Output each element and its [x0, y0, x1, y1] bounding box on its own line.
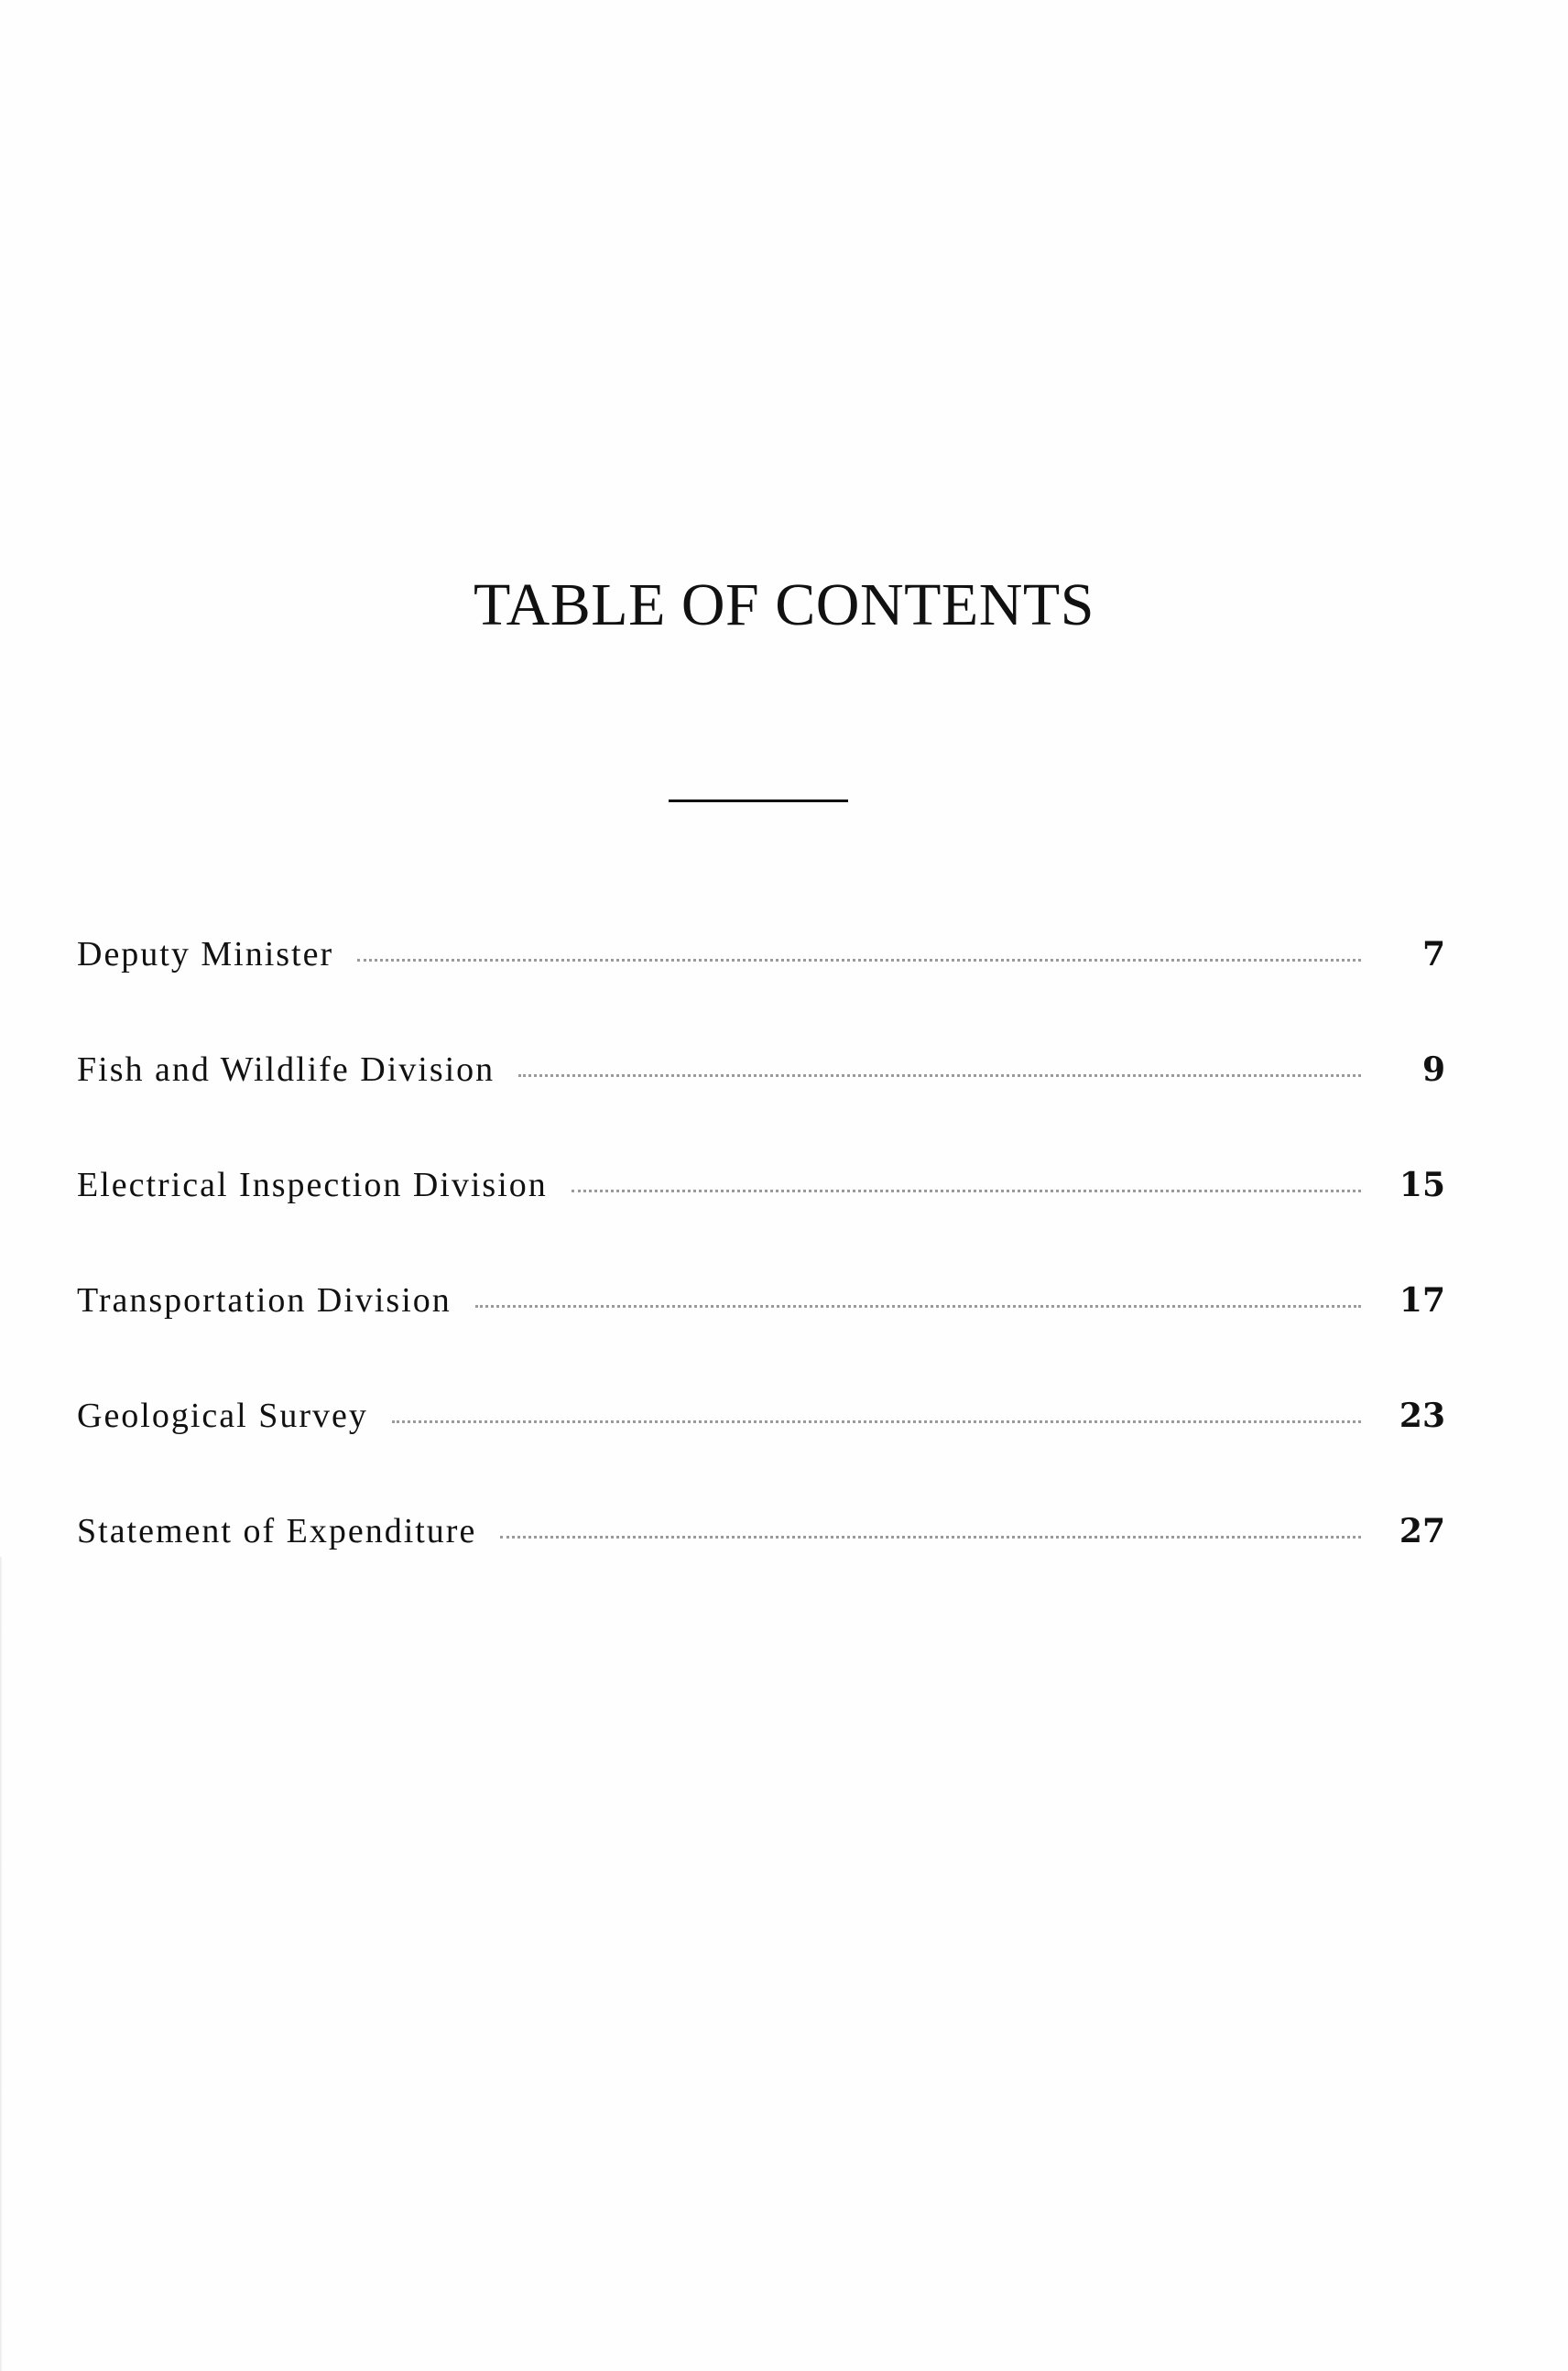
dot-leader — [392, 1420, 1361, 1423]
toc-entry-electrical-inspection — [77, 1165, 1445, 1280]
toc-entry-page: 7 — [1421, 935, 1445, 973]
toc-entry-label: Electrical Inspection Division — [77, 1166, 548, 1204]
dot-leader — [357, 959, 1361, 962]
toc-entry-page: 17 — [1399, 1281, 1445, 1320]
toc-entry-label: Geological Survey — [77, 1397, 368, 1435]
toc-entry-geological-survey — [77, 1396, 1445, 1511]
toc-entry-page: 9 — [1421, 1050, 1445, 1089]
toc-list — [77, 934, 1445, 1626]
toc-entry-label: Fish and Wildlife Division — [77, 1050, 495, 1089]
dot-leader — [475, 1305, 1361, 1308]
toc-entry-page: 27 — [1399, 1512, 1445, 1550]
toc-entry-label: Transportation Division — [77, 1281, 452, 1320]
title-divider — [669, 799, 848, 802]
toc-entry-deputy-minister — [77, 934, 1445, 1050]
toc-entry-statement-of-expenditure — [77, 1511, 1445, 1626]
toc-entry-label: Deputy Minister — [77, 935, 334, 973]
page-edge-shadow — [0, 1557, 3, 2371]
dot-leader — [518, 1074, 1361, 1077]
toc-entry-transportation — [77, 1280, 1445, 1396]
toc-entry-page: 23 — [1399, 1397, 1445, 1435]
toc-entry-fish-and-wildlife — [77, 1050, 1445, 1165]
dot-leader — [500, 1536, 1361, 1539]
toc-entry-label: Statement of Expenditure — [77, 1512, 477, 1550]
page-title: TABLE OF CONTENTS — [474, 571, 1094, 638]
toc-entry-page: 15 — [1399, 1166, 1445, 1204]
dot-leader — [572, 1190, 1361, 1192]
